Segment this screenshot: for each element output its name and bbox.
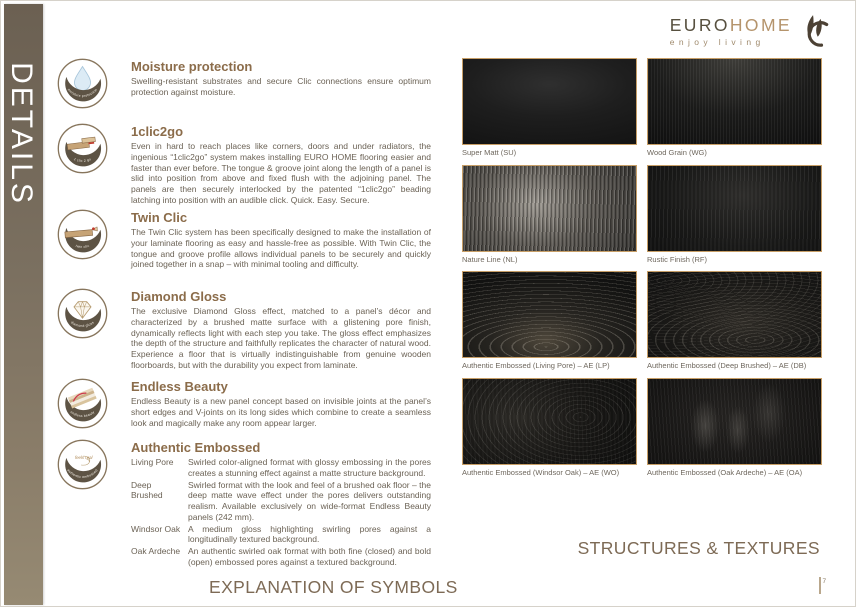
section-1clic2go [57,123,435,206]
section-body: The Twin Clic system has been specifically designed to make the installation of your laminate flooring as easy and hassle-free as possible. With Twin Clic, the tongue and groove profile allows individual panels to be securely and quickly joined together in a snap – with minimal tooling and difficulty. [131,227,431,270]
icon-curved-label: moisture protection [66,87,99,99]
texture-image [647,165,822,252]
texture-grid [462,58,822,476]
authentic-embossed-list [131,457,431,567]
eurohome-logo [670,14,829,50]
texture-image [462,58,637,145]
section-body: The exclusive Diamond Gloss effect, matched to a panel’s décor and characterized by a brushed matte surface with a glistening pore finish, dynamically reflects light with each step you take. The gloss effect emphasizes the depth of the structure and faithfully replicates the character of natural wood. Experience a floor that is virtually indistinguishable from genuine wooden floorboards, but with the durability you expect from laminate. [131,306,431,370]
authentic-embossed-icon [57,439,108,490]
texture-caption: Authentic Embossed (Deep Brushed) – AE (DB) [647,361,807,370]
section-heading: Authentic Embossed [131,440,261,455]
1clic2go-icon [57,123,108,174]
icon-curved-label: twin clic [75,243,90,250]
leaf-logo-icon [799,14,829,50]
section-body: Endless Beauty is a new panel concept based on invisible joints at the panel’s short edges and V-joints on its long sides which combine to create a seamless look and magically make any room appear larger. [131,396,431,428]
texture-image [462,165,637,252]
section-twin-clic [57,209,435,270]
diamond-gloss-icon [57,288,108,339]
definition: An authentic swirled oak format with both fine (closed) and bold (open) embossed pores against a textured background. [188,545,431,567]
texture-swatch [647,378,822,477]
texture-caption: Authentic Embossed (Oak Ardeche) – AE (OA) [647,467,803,477]
definition: Swirled color-aligned format with glossy embossing in the pores creates a stunning effect against a matte structure background. [188,457,431,478]
texture-swatch [647,271,822,370]
texture-caption: Nature Line (NL) [462,254,518,264]
moisture-protection-icon [57,58,108,109]
texture-image [647,58,822,145]
explanation-of-symbols-heading: EXPLANATION OF SYMBOLS [209,577,458,597]
texture-swatch [462,58,637,157]
texture-image [462,378,637,465]
term: Windsor Oak [131,523,181,534]
section-heading: Twin Clic [131,210,188,225]
section-authentic-embossed [57,439,435,567]
icon-curved-label: authentic embossed [66,468,99,480]
texture-image [647,378,822,465]
texture-swatch [462,165,637,264]
icon-curved-label: diamond gloss [70,320,95,329]
texture-caption: Wood Grain (WG) [647,148,707,157]
section-body: Even in hard to reach places like corners, doors and under radiators, the ingenious “1clic2go” system makes installing EURO HOME flooring easier and faster than ever before. The tongue & groove joint along the length of a panel is slid into position from above and fixed flush with the adjoining panel. The panels are then securely interlocked by the patented “1clic2go” beading latching into position with an audible click. Quick. Easy. Secure. [131,141,431,205]
logo-text [669,14,792,48]
texture-caption: Super Matt (SU) [462,148,517,157]
brand-euro: EURO [669,14,730,35]
brand-home: HOME [729,14,792,35]
page-number-value: 7 [822,578,827,585]
icon-curved-label: 1 clic 2 go [73,157,92,164]
term: Living Pore [131,457,174,468]
section-heading: Moisture protection [131,59,253,74]
brand-wordmark [669,14,792,35]
texture-caption: Authentic Embossed (Windsor Oak) – AE (WO) [462,467,620,477]
endless-beauty-icon [57,378,108,429]
section-diamond-gloss [57,288,435,371]
term: Oak Ardeche [131,545,181,556]
section-moisture-protection [57,58,435,98]
texture-caption: Rustic Finish (RF) [647,254,708,264]
structures-textures-heading: STRUCTURES & TEXTURES [577,538,820,558]
section-body: Swelling-resistant substrates and secure Clic connections ensure optimum protection against moisture. [131,76,431,97]
details-label: DETAILS [4,62,38,206]
definition: A medium gloss highlighting swirling pores against a longitudinally textured background. [188,523,431,545]
sidebar-vertical-label [1,49,40,219]
texture-swatch [647,58,822,157]
texture-swatch [462,271,637,370]
texture-swatch [462,378,637,477]
brand-tagline: enjoy living [669,37,765,48]
section-heading: Diamond Gloss [131,289,227,304]
page-number-divider [819,577,821,594]
texture-caption: Authentic Embossed (Living Pore) – AE (LP) [462,361,610,370]
term: Deep Brushed [131,479,163,501]
section-heading: 1clic2go [131,124,184,139]
section-heading: Endless Beauty [131,379,228,394]
texture-image [462,271,637,358]
page-number [819,577,826,594]
feels-real-text: feels real [74,454,93,460]
twin-clic-icon [57,209,108,260]
definition: Swirled format with the look and feel of a brushed oak floor – the deep matte wave effect under the pores delivers outstanding realism. Available exclusively on wide-format Endless Beauty panels (242 mm). [188,479,431,522]
section-endless-beauty [57,378,435,428]
texture-swatch [647,165,822,264]
icon-curved-label: endless beauty [69,410,96,419]
texture-image [647,271,822,358]
